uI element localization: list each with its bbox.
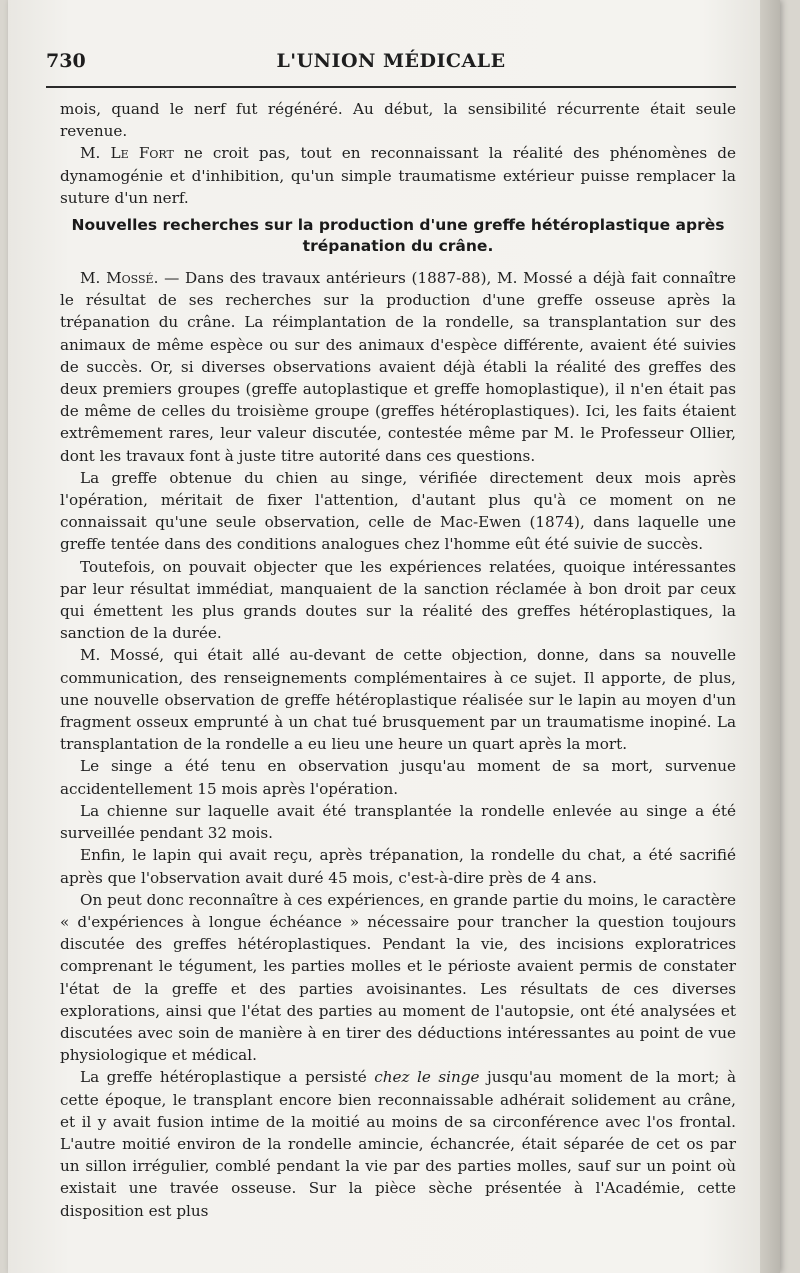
article-body bbox=[60, 98, 736, 1222]
last-text-after: jusqu'au moment de la mort; à cette époque, le transplant encore bien reconnaissable adhérait solidement au crâne, et il y avait fusion intime de la moitié au moins de sa circonférence avec l'os frontal. L'autre moitié environ de la rondelle amincie, échancrée, était séparée de cet os par un sillon irrégulier, comblé pendant la vie par des parties molles, sauf sur un point où existait une travée osseuse. Sur la pièce sèche présentée à l'Académie, cette disposition est plus bbox=[60, 1068, 736, 1220]
mosse-prefix: M. bbox=[80, 269, 107, 288]
lefort-paragraph bbox=[60, 142, 736, 209]
page-edge-shadow bbox=[760, 0, 780, 1273]
lefort-prefix: M. bbox=[80, 144, 111, 163]
paragraph: La chienne sur laquelle avait été transplantée la rondelle enlevée au singe a été surveillée pendant 32 mois. bbox=[60, 801, 736, 843]
paragraph: La greffe obtenue du chien au singe, vérifiée directement deux mois après l'opération, méritait de fixer l'attention, d'autant plus qu'à ce moment on ne connaissait qu'une seule observation, celle de Mac-Ewen (1874), dans laquelle une greffe tentée dans des conditions analogues chez l'homme eût été suivie de succès. bbox=[60, 468, 736, 554]
journal-title: L'UNION MÉDICALE bbox=[276, 50, 506, 72]
last-paragraph bbox=[60, 1066, 736, 1221]
header-rule bbox=[46, 86, 736, 88]
running-header bbox=[46, 48, 736, 78]
paragraph: Enfin, le lapin qui avait reçu, après trépanation, la rondelle du chat, a été sacrifié après que l'observation avait duré 45 mois, c'est-à-dire près de 4 ans. bbox=[60, 846, 736, 887]
lefort-text: ne croit pas, tout en reconnaissant la réalité des phénomènes de dynamogénie et d'inhibition, qu'un simple traumatisme extérieur puisse remplacer la suture d'un nerf. bbox=[60, 144, 736, 207]
section-heading: Nouvelles recherches sur la production d'une greffe hétéroplastique après trépanation du crâne. bbox=[71, 216, 725, 256]
paragraph: On peut donc reconnaître à ces expériences, en grande partie du moins, le caractère « d'expériences à longue échéance » nécessaire pour trancher la question toujours discutée des greffes hétéroplastiques. Pendant la vie, des incisions exploratrices comprenant le tégument, les parties molles et le périoste avaient permis de constater l'état de la greffe et des parties avoisinantes. Les résultats de ces diverses explorations, ainsi que l'état des parties au moment de l'autopsie, ont été analysées et discutées avec soin de manière à en tirer des déductions intéressantes au point de vue physiologique et médical. bbox=[60, 890, 736, 1065]
mosse-name: Mossé bbox=[106, 269, 154, 288]
journal-page bbox=[8, 0, 780, 1273]
paragraph: Toutefois, on pouvait objecter que les expériences relatées, quoique intéressantes par leur résultat immédiat, manquaient de la sanction réclamée à bon droit par ceux qui émettent les plus grands doutes sur la réalité des greffes hétéroplastiques, la sanction de la durée. bbox=[60, 557, 736, 643]
lefort-name: Le Fort bbox=[110, 144, 174, 163]
last-text-before: La greffe hétéroplastique a persisté bbox=[80, 1068, 375, 1087]
mosse-intro-text: . — Dans des travaux antérieurs (1887-88), M. Mossé a déjà fait connaître le résultat de ses recherches sur la production d'une greffe osseuse après la trépanation du crâne. La réimplantation de la rondelle, sa transplantation sur des animaux de même espèce ou sur des animaux d'espèce différente, avaient été suivies de succès. Or, si diverses observations avaient déjà établi la réalité des greffes des deux premiers groupes (greffe autoplastique et greffe homoplastique), il n'en était pas de même de celles du troisième groupe (greffes hétéroplastiques). Ici, les faits étaient extrêmement rares, leur valeur discutée, contestée même par M. le Professeur Ollier, dont les travaux font à juste titre autorité dans ces questions. bbox=[60, 269, 736, 465]
paragraph: Le singe a été tenu en observation jusqu'au moment de sa mort, survenue accidentellement 15 mois après l'opération. bbox=[60, 757, 736, 798]
continuation-paragraph: mois, quand le nerf fut régénéré. Au début, la sensibilité récurrente était seule revenue. bbox=[60, 100, 736, 141]
paragraph: M. Mossé, qui était allé au-devant de cette objection, donne, dans sa nouvelle communication, des renseignements complémentaires à ce sujet. Il apporte, de plus, une nouvelle observation de greffe hétéroplastique réalisée sur le lapin au moyen d'un fragment osseux emprunté à un chat tué brusquement par un traumatisme inopiné. La transplantation de la rondelle a eu lieu une heure un quart après la mort. bbox=[60, 646, 736, 754]
mosse-intro-paragraph bbox=[60, 267, 736, 467]
last-text-italic: chez le singe bbox=[374, 1068, 480, 1087]
page-number: 730 bbox=[46, 50, 86, 72]
